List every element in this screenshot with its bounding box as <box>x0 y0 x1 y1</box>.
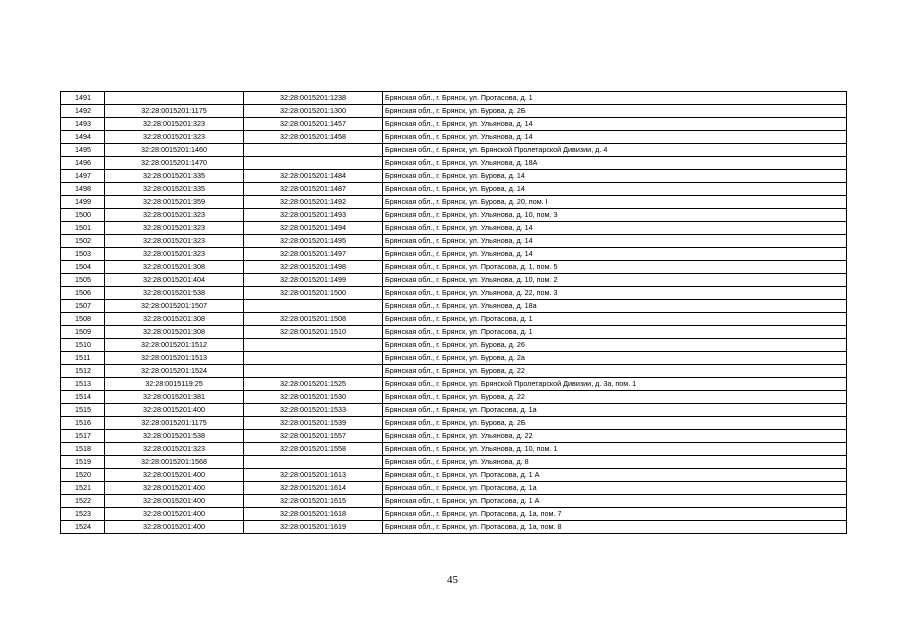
row-number-cell: 1505 <box>61 274 105 287</box>
table-row <box>61 222 847 235</box>
parent-cadastral-number-cell: 32:28:0015119:25 <box>105 378 244 391</box>
address-cell: Брянская обл., г. Брянск, ул. Ульянова, д. 14 <box>383 222 847 235</box>
row-number-cell: 1495 <box>61 144 105 157</box>
parent-cadastral-number-cell: 32:28:0015201:1470 <box>105 157 244 170</box>
row-number-cell: 1516 <box>61 417 105 430</box>
table-row <box>61 183 847 196</box>
cadastral-number-cell <box>244 144 383 157</box>
row-number-cell: 1522 <box>61 495 105 508</box>
table-row <box>61 352 847 365</box>
parent-cadastral-number-cell: 32:28:0015201:400 <box>105 482 244 495</box>
row-number-cell: 1517 <box>61 430 105 443</box>
parent-cadastral-number-cell: 32:28:0015201:323 <box>105 118 244 131</box>
parent-cadastral-number-cell: 32:28:0015201:1175 <box>105 105 244 118</box>
parent-cadastral-number-cell: 32:28:0015201:323 <box>105 222 244 235</box>
row-number-cell: 1503 <box>61 248 105 261</box>
row-number-cell: 1506 <box>61 287 105 300</box>
parent-cadastral-number-cell: 32:28:0015201:323 <box>105 443 244 456</box>
parent-cadastral-number-cell: 32:28:0015201:323 <box>105 209 244 222</box>
parent-cadastral-number-cell: 32:28:0015201:323 <box>105 248 244 261</box>
row-number-cell: 1523 <box>61 508 105 521</box>
address-cell: Брянская обл., г. Брянск, ул. Протасова, д. 1а, пом. 7 <box>383 508 847 521</box>
parent-cadastral-number-cell: 32:28:0015201:323 <box>105 235 244 248</box>
address-cell: Брянская обл., г. Брянск, ул. Протасова, д. 1 <box>383 92 847 105</box>
table-row <box>61 404 847 417</box>
cadastral-number-cell: 32:28:0015201:1618 <box>244 508 383 521</box>
address-cell: Брянская обл., г. Брянск, ул. Ульянова, д. 18А <box>383 157 847 170</box>
parent-cadastral-number-cell: 32:28:0015201:1513 <box>105 352 244 365</box>
address-cell: Брянская обл., г. Брянск, ул. Протасова, д. 1 <box>383 313 847 326</box>
cadastral-number-cell: 32:28:0015201:1525 <box>244 378 383 391</box>
row-number-cell: 1520 <box>61 469 105 482</box>
cadastral-number-cell: 32:28:0015201:1619 <box>244 521 383 534</box>
table-row <box>61 131 847 144</box>
row-number-cell: 1508 <box>61 313 105 326</box>
parent-cadastral-number-cell: 32:28:0015201:400 <box>105 508 244 521</box>
parent-cadastral-number-cell: 32:28:0015201:359 <box>105 196 244 209</box>
row-number-cell: 1512 <box>61 365 105 378</box>
parent-cadastral-number-cell: 32:28:0015201:1524 <box>105 365 244 378</box>
address-cell: Брянская обл., г. Брянск, ул. Протасова, д. 1а <box>383 482 847 495</box>
address-cell: Брянская обл., г. Брянск, ул. Ульянова, д. 14 <box>383 248 847 261</box>
address-cell: Брянская обл., г. Брянск, ул. Бурова, д. 26 <box>383 339 847 352</box>
table-row <box>61 365 847 378</box>
parent-cadastral-number-cell: 32:28:0015201:1175 <box>105 417 244 430</box>
parent-cadastral-number-cell: 32:28:0015201:1507 <box>105 300 244 313</box>
address-cell: Брянская обл., г. Брянск, ул. Ульянова, д. 22 <box>383 430 847 443</box>
parent-cadastral-number-cell <box>105 92 244 105</box>
cadastral-number-cell: 32:28:0015201:1300 <box>244 105 383 118</box>
table-row <box>61 430 847 443</box>
table-row <box>61 508 847 521</box>
row-number-cell: 1518 <box>61 443 105 456</box>
address-cell: Брянская обл., г. Брянск, ул. Бурова, д. 14 <box>383 183 847 196</box>
address-cell: Брянская обл., г. Брянск, ул. Брянской Пролетарской Дивизии, д. 3а, пом. 1 <box>383 378 847 391</box>
table-row <box>61 378 847 391</box>
row-number-cell: 1493 <box>61 118 105 131</box>
cadastral-number-cell <box>244 339 383 352</box>
table-row <box>61 521 847 534</box>
parent-cadastral-number-cell: 32:28:0015201:308 <box>105 261 244 274</box>
parent-cadastral-number-cell: 32:28:0015201:335 <box>105 170 244 183</box>
row-number-cell: 1496 <box>61 157 105 170</box>
table-row <box>61 443 847 456</box>
table-row <box>61 469 847 482</box>
cadastral-number-cell: 32:28:0015201:1499 <box>244 274 383 287</box>
row-number-cell: 1498 <box>61 183 105 196</box>
cadastral-number-cell <box>244 300 383 313</box>
parent-cadastral-number-cell: 32:28:0015201:404 <box>105 274 244 287</box>
cadastral-number-cell <box>244 157 383 170</box>
cadastral-number-cell <box>244 352 383 365</box>
address-cell: Брянская обл., г. Брянск, ул. Протасова, д. 1а <box>383 404 847 417</box>
table-row <box>61 326 847 339</box>
address-cell: Брянская обл., г. Брянск, ул. Протасова, д. 1 А <box>383 495 847 508</box>
table-row <box>61 261 847 274</box>
cadastral-number-cell: 32:28:0015201:1510 <box>244 326 383 339</box>
parent-cadastral-number-cell: 32:28:0015201:381 <box>105 391 244 404</box>
table-row <box>61 417 847 430</box>
table-row <box>61 157 847 170</box>
cadastral-number-cell: 32:28:0015201:1614 <box>244 482 383 495</box>
cadastral-number-cell: 32:28:0015201:1493 <box>244 209 383 222</box>
address-cell: Брянская обл., г. Брянск, ул. Ульянова, д. 22, пом. 3 <box>383 287 847 300</box>
cadastral-number-cell: 32:28:0015201:1492 <box>244 196 383 209</box>
table-row <box>61 118 847 131</box>
row-number-cell: 1492 <box>61 105 105 118</box>
parent-cadastral-number-cell: 32:28:0015201:323 <box>105 131 244 144</box>
parent-cadastral-number-cell: 32:28:0015201:1512 <box>105 339 244 352</box>
row-number-cell: 1494 <box>61 131 105 144</box>
address-cell: Брянская обл., г. Брянск, ул. Бурова, д. 20, пом. I <box>383 196 847 209</box>
table-row <box>61 92 847 105</box>
table-row <box>61 313 847 326</box>
cadastral-number-cell: 32:28:0015201:1539 <box>244 417 383 430</box>
table-row <box>61 170 847 183</box>
parent-cadastral-number-cell: 32:28:0015201:538 <box>105 287 244 300</box>
address-cell: Брянская обл., г. Брянск, ул. Ульянова, д. 10, пом. 2 <box>383 274 847 287</box>
registry-table <box>60 91 847 534</box>
cadastral-number-cell: 32:28:0015201:1238 <box>244 92 383 105</box>
parent-cadastral-number-cell: 32:28:0015201:400 <box>105 469 244 482</box>
row-number-cell: 1502 <box>61 235 105 248</box>
address-cell: Брянская обл., г. Брянск, ул. Бурова, д. 22 <box>383 391 847 404</box>
table-row <box>61 235 847 248</box>
row-number-cell: 1521 <box>61 482 105 495</box>
row-number-cell: 1497 <box>61 170 105 183</box>
parent-cadastral-number-cell: 32:28:0015201:400 <box>105 495 244 508</box>
address-cell: Брянская обл., г. Брянск, ул. Ульянова, д. 18а <box>383 300 847 313</box>
page-number: 45 <box>447 574 458 586</box>
parent-cadastral-number-cell: 32:28:0015201:308 <box>105 313 244 326</box>
address-cell: Брянская обл., г. Брянск, ул. Ульянова, д. 10, пом. 1 <box>383 443 847 456</box>
table-row <box>61 287 847 300</box>
address-cell: Брянская обл., г. Брянск, ул. Протасова, д. 1, пом. 5 <box>383 261 847 274</box>
row-number-cell: 1524 <box>61 521 105 534</box>
row-number-cell: 1511 <box>61 352 105 365</box>
table-row <box>61 495 847 508</box>
table-row <box>61 196 847 209</box>
address-cell: Брянская обл., г. Брянск, ул. Бурова, д. 14 <box>383 170 847 183</box>
row-number-cell: 1510 <box>61 339 105 352</box>
row-number-cell: 1513 <box>61 378 105 391</box>
cadastral-number-cell: 32:28:0015201:1494 <box>244 222 383 235</box>
table-row <box>61 209 847 222</box>
cadastral-number-cell <box>244 456 383 469</box>
cadastral-number-cell: 32:28:0015201:1458 <box>244 131 383 144</box>
parent-cadastral-number-cell: 32:28:0015201:400 <box>105 521 244 534</box>
parent-cadastral-number-cell: 32:28:0015201:1460 <box>105 144 244 157</box>
table-row <box>61 391 847 404</box>
table-row <box>61 300 847 313</box>
cadastral-number-cell: 32:28:0015201:1530 <box>244 391 383 404</box>
address-cell: Брянская обл., г. Брянск, ул. Бурова, д. 22 <box>383 365 847 378</box>
cadastral-number-cell: 32:28:0015201:1484 <box>244 170 383 183</box>
table-row <box>61 456 847 469</box>
address-cell: Брянская обл., г. Брянск, ул. Ульянова, д. 8 <box>383 456 847 469</box>
cadastral-number-cell: 32:28:0015201:1497 <box>244 248 383 261</box>
row-number-cell: 1501 <box>61 222 105 235</box>
cadastral-number-cell: 32:28:0015201:1500 <box>244 287 383 300</box>
cadastral-number-cell: 32:28:0015201:1457 <box>244 118 383 131</box>
registry-table-body <box>61 92 847 534</box>
cadastral-number-cell: 32:28:0015201:1557 <box>244 430 383 443</box>
cadastral-number-cell: 32:28:0015201:1508 <box>244 313 383 326</box>
cadastral-number-cell: 32:28:0015201:1533 <box>244 404 383 417</box>
parent-cadastral-number-cell: 32:28:0015201:1568 <box>105 456 244 469</box>
table-row <box>61 248 847 261</box>
address-cell: Брянская обл., г. Брянск, ул. Бурова, д. 2Б <box>383 417 847 430</box>
row-number-cell: 1514 <box>61 391 105 404</box>
address-cell: Брянская обл., г. Брянск, ул. Протасова, д. 1 <box>383 326 847 339</box>
address-cell: Брянская обл., г. Брянск, ул. Брянской Пролетарской Дивизии, д. 4 <box>383 144 847 157</box>
row-number-cell: 1519 <box>61 456 105 469</box>
row-number-cell: 1499 <box>61 196 105 209</box>
cadastral-number-cell: 32:28:0015201:1495 <box>244 235 383 248</box>
row-number-cell: 1515 <box>61 404 105 417</box>
parent-cadastral-number-cell: 32:28:0015201:538 <box>105 430 244 443</box>
cadastral-number-cell: 32:28:0015201:1615 <box>244 495 383 508</box>
parent-cadastral-number-cell: 32:28:0015201:400 <box>105 404 244 417</box>
address-cell: Брянская обл., г. Брянск, ул. Ульянова, д. 10, пом. 3 <box>383 209 847 222</box>
table-row <box>61 144 847 157</box>
row-number-cell: 1491 <box>61 92 105 105</box>
cadastral-number-cell: 32:28:0015201:1558 <box>244 443 383 456</box>
parent-cadastral-number-cell: 32:28:0015201:308 <box>105 326 244 339</box>
table-row <box>61 482 847 495</box>
address-cell: Брянская обл., г. Брянск, ул. Бурова, д. 2Б <box>383 105 847 118</box>
address-cell: Брянская обл., г. Брянск, ул. Бурова, д. 2а <box>383 352 847 365</box>
parent-cadastral-number-cell: 32:28:0015201:335 <box>105 183 244 196</box>
row-number-cell: 1500 <box>61 209 105 222</box>
table-row <box>61 105 847 118</box>
address-cell: Брянская обл., г. Брянск, ул. Ульянова, д. 14 <box>383 235 847 248</box>
cadastral-number-cell: 32:28:0015201:1487 <box>244 183 383 196</box>
address-cell: Брянская обл., г. Брянск, ул. Протасова, д. 1 А <box>383 469 847 482</box>
cadastral-number-cell: 32:28:0015201:1613 <box>244 469 383 482</box>
address-cell: Брянская обл., г. Брянск, ул. Протасова, д. 1а, пом. 8 <box>383 521 847 534</box>
table-row <box>61 274 847 287</box>
row-number-cell: 1504 <box>61 261 105 274</box>
row-number-cell: 1509 <box>61 326 105 339</box>
cadastral-number-cell <box>244 365 383 378</box>
address-cell: Брянская обл., г. Брянск, ул. Ульянова, д. 14 <box>383 131 847 144</box>
table-row <box>61 339 847 352</box>
cadastral-number-cell: 32:28:0015201:1498 <box>244 261 383 274</box>
address-cell: Брянская обл., г. Брянск, ул. Ульянова, д. 14 <box>383 118 847 131</box>
row-number-cell: 1507 <box>61 300 105 313</box>
